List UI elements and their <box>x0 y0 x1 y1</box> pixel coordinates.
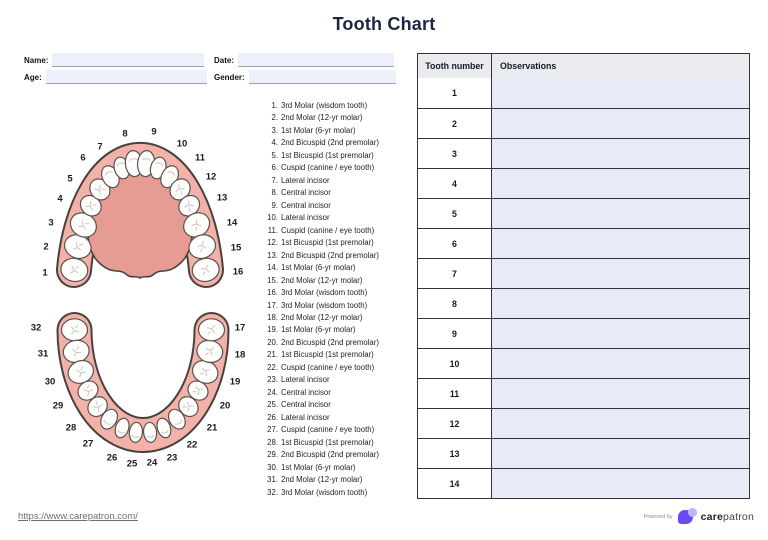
tooth-list-label: Cuspid (canine / eye tooth) <box>281 163 375 173</box>
observation-cell[interactable] <box>492 469 749 498</box>
tooth-number-label: 17 <box>234 322 246 334</box>
table-row <box>418 408 749 438</box>
tooth-number-label: 5 <box>67 173 73 185</box>
tooth-number-label: 9 <box>151 126 157 138</box>
tooth-list-label: Central incisor <box>281 200 331 210</box>
tooth-list-item <box>256 137 398 149</box>
tooth-number-label: 3 <box>48 217 54 229</box>
tooth-list-item <box>256 374 398 386</box>
age-field-group <box>24 70 207 84</box>
tooth-number-label: 21 <box>206 422 218 434</box>
observation-cell[interactable] <box>492 379 749 408</box>
observation-cell[interactable] <box>492 199 749 228</box>
tooth-number-label: 28 <box>65 422 77 434</box>
tooth-list-item <box>256 150 398 162</box>
tooth-list-label: Lateral incisor <box>281 175 330 185</box>
tooth-list-item <box>256 237 398 249</box>
tooth-list-number: 18. <box>267 312 278 322</box>
tooth-list-item <box>256 312 398 324</box>
observation-cell[interactable] <box>492 439 749 468</box>
table-row <box>418 288 749 318</box>
table-row <box>418 318 749 348</box>
tooth-number-label: 10 <box>176 138 188 150</box>
tooth-list-number: 1. <box>271 101 278 110</box>
tooth-list-number: 10. <box>267 213 278 223</box>
tooth-list-label: 1st Molar (6-yr molar) <box>281 462 356 472</box>
tooth-number-label: 22 <box>186 439 198 451</box>
tooth-list-label: 3rd Molar (wisdom tooth) <box>281 300 368 310</box>
page-title: Tooth Chart <box>332 14 436 34</box>
table-body <box>418 78 749 498</box>
tooth-number-label: 25 <box>126 458 138 470</box>
tooth-list-item <box>256 175 398 187</box>
tooth-number-cell: 9 <box>418 319 492 348</box>
tooth-list-label: 1st Molar (6-yr molar) <box>281 325 356 335</box>
tooth-list-number: 15. <box>267 275 278 285</box>
tooth-number-cell: 5 <box>418 199 492 228</box>
tooth-list-label: Lateral incisor <box>281 412 330 422</box>
tooth-list-number: 27. <box>267 425 278 435</box>
tooth-number-cell: 1 <box>418 78 492 108</box>
name-input[interactable] <box>52 53 204 67</box>
tooth-number-label: 19 <box>229 376 241 388</box>
tooth-number-label: 11 <box>194 152 206 164</box>
tooth-number-label: 24 <box>146 457 158 469</box>
name-label: Name: <box>24 56 49 65</box>
table-row <box>418 168 749 198</box>
tooth-list-item <box>256 162 398 174</box>
table-row <box>418 138 749 168</box>
table-header-row <box>418 54 749 78</box>
tooth-shape <box>198 319 224 341</box>
observation-cell[interactable] <box>492 78 749 108</box>
tooth-number-label: 23 <box>166 452 178 464</box>
tooth-list-number: 13. <box>267 250 278 260</box>
observation-cell[interactable] <box>492 169 749 198</box>
tooth-list-item <box>256 437 398 449</box>
powered-by-badge <box>644 508 754 525</box>
tooth-number-cell: 6 <box>418 229 492 258</box>
powered-by-text: Powered by <box>643 513 673 520</box>
upper-teeth-diagram <box>28 106 258 301</box>
tooth-number-cell: 4 <box>418 169 492 198</box>
tooth-number-label: 18 <box>234 349 246 361</box>
table-row <box>418 78 749 108</box>
tooth-list-item <box>256 212 398 224</box>
tooth-number-label: 32 <box>30 322 42 334</box>
tooth-list-label: Cuspid (canine / eye tooth) <box>281 362 375 372</box>
table-row <box>418 348 749 378</box>
tooth-list-number: 6. <box>271 163 278 173</box>
tooth-list-label: Lateral incisor <box>281 375 330 385</box>
tooth-number-label: 26 <box>106 452 118 464</box>
age-label: Age: <box>24 73 42 82</box>
gender-field-group <box>214 70 396 84</box>
gender-input[interactable] <box>249 70 396 84</box>
age-input[interactable] <box>46 70 207 84</box>
tooth-number-cell: 11 <box>418 379 492 408</box>
tooth-list-label: 3rd Molar (wisdom tooth) <box>281 288 368 298</box>
tooth-list-item <box>256 187 398 199</box>
tooth-list-number: 32. <box>267 487 278 497</box>
tooth-list-label: 2nd Bicuspid (2nd premolar) <box>281 250 379 260</box>
tooth-number-cell: 12 <box>418 409 492 438</box>
table-row <box>418 468 749 498</box>
table-row <box>418 198 749 228</box>
lower-teeth-diagram <box>28 300 258 485</box>
tooth-number-label: 6 <box>80 152 86 164</box>
observation-cell[interactable] <box>492 409 749 438</box>
tooth-list-number: 17. <box>267 300 278 310</box>
website-link[interactable]: https://www.carepatron.com/ <box>18 511 138 522</box>
tooth-list-label: 2nd Molar (12-yr molar) <box>281 312 363 322</box>
tooth-name-list <box>256 100 398 499</box>
observation-cell[interactable] <box>492 229 749 258</box>
tooth-number-cell: 7 <box>418 259 492 288</box>
observations-header: Observations <box>492 54 749 78</box>
tooth-list-item <box>256 449 398 461</box>
tooth-list-label: 1st Molar (6-yr molar) <box>281 125 356 135</box>
tooth-number-label: 30 <box>44 376 56 388</box>
tooth-list-label: Cuspid (canine / eye tooth) <box>281 225 375 235</box>
tooth-list-number: 14. <box>267 263 278 273</box>
tooth-number-label: 29 <box>52 400 64 412</box>
tooth-list-label: 2nd Bicuspid (2nd premolar) <box>281 138 379 148</box>
observation-cell[interactable] <box>492 319 749 348</box>
tooth-list-item <box>256 487 398 499</box>
tooth-number-label: 4 <box>57 193 63 205</box>
tooth-list-number: 16. <box>267 288 278 298</box>
tooth-list-number: 22. <box>267 362 278 372</box>
date-label: Date: <box>214 56 235 65</box>
date-field-group <box>214 53 394 67</box>
tooth-number-label: 16 <box>232 266 244 278</box>
observation-cell[interactable] <box>492 289 749 318</box>
tooth-number-cell: 10 <box>418 349 492 378</box>
tooth-number-label: 12 <box>205 171 217 183</box>
tooth-list-item <box>256 112 398 124</box>
table-row <box>418 438 749 468</box>
tooth-list-item <box>256 349 398 361</box>
tooth-list-item <box>256 125 398 137</box>
tooth-list-label: 1st Bicuspid (1st premolar) <box>281 150 374 160</box>
tooth-list-item <box>256 200 398 212</box>
date-input[interactable] <box>238 53 394 67</box>
tooth-number-cell: 3 <box>418 139 492 168</box>
tooth-list-item <box>256 250 398 262</box>
table-row <box>418 228 749 258</box>
tooth-list-number: 5. <box>271 150 278 160</box>
carepatron-logo-icon <box>678 508 698 525</box>
tooth-number-label: 15 <box>230 242 242 254</box>
name-field-group <box>24 53 204 67</box>
tooth-list-label: 2nd Molar (12-yr molar) <box>281 113 363 123</box>
tooth-list-label: 2nd Bicuspid (2nd premolar) <box>281 337 379 347</box>
tooth-list-number: 25. <box>267 400 278 410</box>
tooth-list-number: 23. <box>267 375 278 385</box>
tooth-number-label: 7 <box>97 141 103 153</box>
tooth-list-item <box>256 225 398 237</box>
tooth-list-label: 2nd Bicuspid (2nd premolar) <box>281 450 379 460</box>
tooth-list-label: 1st Bicuspid (1st premolar) <box>281 350 374 360</box>
tooth-list-item <box>256 412 398 424</box>
tooth-list-number: 31. <box>267 475 278 485</box>
tooth-list-label: 1st Bicuspid (1st premolar) <box>281 238 374 248</box>
tooth-list-item <box>256 399 398 411</box>
observations-table <box>417 53 750 499</box>
tooth-list-number: 4. <box>271 138 278 148</box>
tooth-number-cell: 14 <box>418 469 492 498</box>
tooth-number-label: 2 <box>43 241 49 253</box>
tooth-list-number: 2. <box>271 113 278 123</box>
gender-label: Gender: <box>214 73 245 82</box>
tooth-list-number: 12. <box>267 238 278 248</box>
tooth-list-item <box>256 474 398 486</box>
tooth-number-header: Tooth number <box>418 54 492 78</box>
tooth-list-number: 7. <box>271 175 278 185</box>
tooth-list-label: 2nd Molar (12-yr molar) <box>281 475 363 485</box>
tooth-list-item <box>256 337 398 349</box>
tooth-list-number: 11. <box>267 225 278 235</box>
tooth-list-number: 8. <box>271 188 278 198</box>
tooth-number-cell: 8 <box>418 289 492 318</box>
table-row <box>418 108 749 138</box>
tooth-number-label: 14 <box>226 217 238 229</box>
tooth-list-number: 19. <box>267 325 278 335</box>
brand-name <box>701 511 754 523</box>
tooth-list-label: 1st Bicuspid (1st premolar) <box>281 437 374 447</box>
tooth-list-number: 3. <box>271 125 278 135</box>
tooth-list-item <box>256 262 398 274</box>
tooth-list-item <box>256 362 398 374</box>
tooth-list-label: Central incisor <box>281 188 331 198</box>
tooth-number-label: 27 <box>82 438 94 450</box>
table-row <box>418 258 749 288</box>
tooth-list-item <box>256 275 398 287</box>
tooth-list-label: 3rd Molar (wisdom tooth) <box>281 101 368 110</box>
tooth-list-number: 24. <box>267 387 278 397</box>
tooth-list-item <box>256 387 398 399</box>
tooth-list-label: 1st Molar (6-yr molar) <box>281 263 356 273</box>
observation-cell[interactable] <box>492 109 749 138</box>
tooth-list-number: 21. <box>267 350 278 360</box>
tooth-number-label: 8 <box>122 128 128 140</box>
tooth-list-label: 3rd Molar (wisdom tooth) <box>281 487 368 497</box>
tooth-number-label: 1 <box>42 267 48 279</box>
observation-cell[interactable] <box>492 259 749 288</box>
brand-name-light: patron <box>723 510 754 523</box>
tooth-list-label: 2nd Molar (12-yr molar) <box>281 275 363 285</box>
tooth-list-label: Central incisor <box>281 400 331 410</box>
tooth-list-number: 9. <box>271 200 278 210</box>
tooth-number-label: 20 <box>219 400 231 412</box>
tooth-shape <box>61 319 87 341</box>
tooth-number-cell: 13 <box>418 439 492 468</box>
brand-name-bold: care <box>700 510 724 523</box>
tooth-list-number: 20. <box>267 337 278 347</box>
tooth-list-label: Cuspid (canine / eye tooth) <box>281 425 375 435</box>
logo-dot-shape <box>688 508 697 517</box>
tooth-list-item <box>256 324 398 336</box>
tooth-number-label: 13 <box>216 192 228 204</box>
tooth-list-number: 26. <box>267 412 278 422</box>
tooth-list-number: 30. <box>267 462 278 472</box>
tooth-number-label: 31 <box>37 348 49 360</box>
tooth-list-number: 29. <box>267 450 278 460</box>
tooth-list-label: Central incisor <box>281 387 331 397</box>
tooth-list-number: 28. <box>267 437 278 447</box>
tooth-list-item <box>256 300 398 312</box>
tooth-number-cell: 2 <box>418 109 492 138</box>
tooth-list-label: Lateral incisor <box>281 213 330 223</box>
observation-cell[interactable] <box>492 349 749 378</box>
table-row <box>418 378 749 408</box>
tooth-list-item <box>256 462 398 474</box>
tooth-list-item <box>256 424 398 436</box>
tooth-list-item <box>256 287 398 299</box>
observation-cell[interactable] <box>492 139 749 168</box>
tooth-list-item <box>256 100 398 112</box>
